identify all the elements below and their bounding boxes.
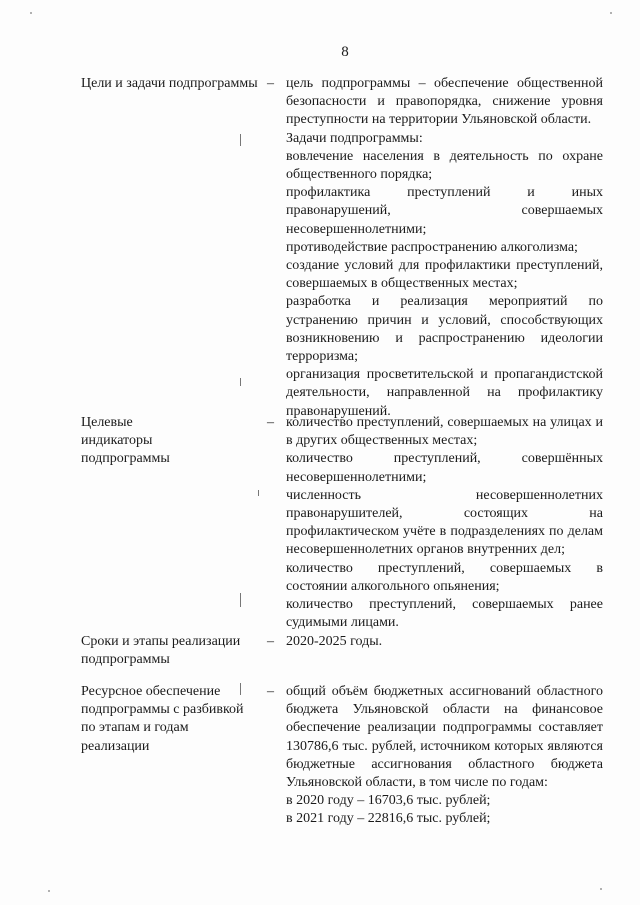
dash-separator: – — [267, 634, 274, 649]
paragraph: 2020-2025 годы. — [286, 634, 383, 649]
paragraph: количество преступлений, совершённых несовершеннолетними; — [286, 451, 603, 485]
paragraph: в 2021 году – 22816,6 тыс. рублей; — [286, 811, 491, 827]
paragraph: количество преступлений, совершаемых в состоянии алкогольного опьянения; — [286, 560, 603, 594]
paragraph: в 2020 году – 16703,6 тыс. рублей; — [286, 793, 491, 809]
paragraph: разработка и реализация мероприятий по устранению причин и условий, способствующих возникновению и распространению идеологии терроризма; — [286, 294, 603, 365]
scan-dot — [600, 888, 602, 890]
paragraph: количество преступлений, совершаемых ранее судимыми лицами. — [286, 597, 603, 631]
section-content — [286, 683, 603, 829]
section-content — [286, 633, 603, 651]
section-content — [286, 75, 603, 421]
dash-separator: – — [267, 684, 274, 699]
section-label: Цели и задачи подпрограммы — [81, 76, 258, 91]
scan-mark — [240, 378, 241, 386]
section-label: Целевые индикаторы подпрограммы — [81, 415, 170, 467]
section-label: Сроки и этапы реализации подпрограммы — [81, 634, 241, 668]
scan-mark — [240, 593, 241, 607]
paragraph: Задачи подпрограммы: — [286, 130, 423, 146]
scan-dot — [30, 12, 32, 14]
scan-mark — [240, 134, 241, 146]
section-label: Ресурсное обеспечение подпрограммы с разбивкой по этапам и годам реализации — [81, 684, 244, 754]
scan-mark — [240, 683, 241, 695]
dash-separator: – — [267, 76, 274, 91]
dash-separator: – — [267, 415, 274, 430]
paragraph: профилактика преступлений и иных правонарушений, совершаемых несовершеннолетними; — [286, 185, 603, 237]
scan-dot — [48, 890, 50, 892]
paragraph: создание условий для профилактики преступлений, совершаемых в общественных местах; — [286, 258, 603, 292]
paragraph: количество преступлений, совершаемых на улицах и в других общественных местах; — [286, 415, 603, 449]
paragraph: цель подпрограммы – обеспечение общественной безопасности и правопорядка, снижение уровня преступности на территории Ульяновской области. — [286, 76, 603, 128]
scan-mark — [258, 490, 259, 496]
scan-dot — [610, 12, 612, 14]
paragraph: организация просветительской и пропагандистской деятельности, направленной на профилактику правонарушений. — [286, 367, 603, 419]
paragraph: вовлечение населения в деятельность по охране общественного порядка; — [286, 148, 603, 183]
paragraph: численность несовершеннолетних правонарушителей, состоящих на профилактическом учёте в подразделениях по делам несовершеннолетних органов внутренних дел; — [286, 487, 603, 558]
page-number: 8 — [341, 44, 349, 60]
section-content — [286, 414, 603, 632]
paragraph: общий объём бюджетных ассигнований областного бюджета Ульяновской области на финансовое обеспечение реализации подпрограммы составляет 130786,6 тыс. рублей, источником которых являются бюджетные ассигнования областного бюджета Ульяновской области, в том числе по годам: — [286, 684, 603, 791]
paragraph: противодействие распространению алкоголизма; — [286, 239, 578, 255]
